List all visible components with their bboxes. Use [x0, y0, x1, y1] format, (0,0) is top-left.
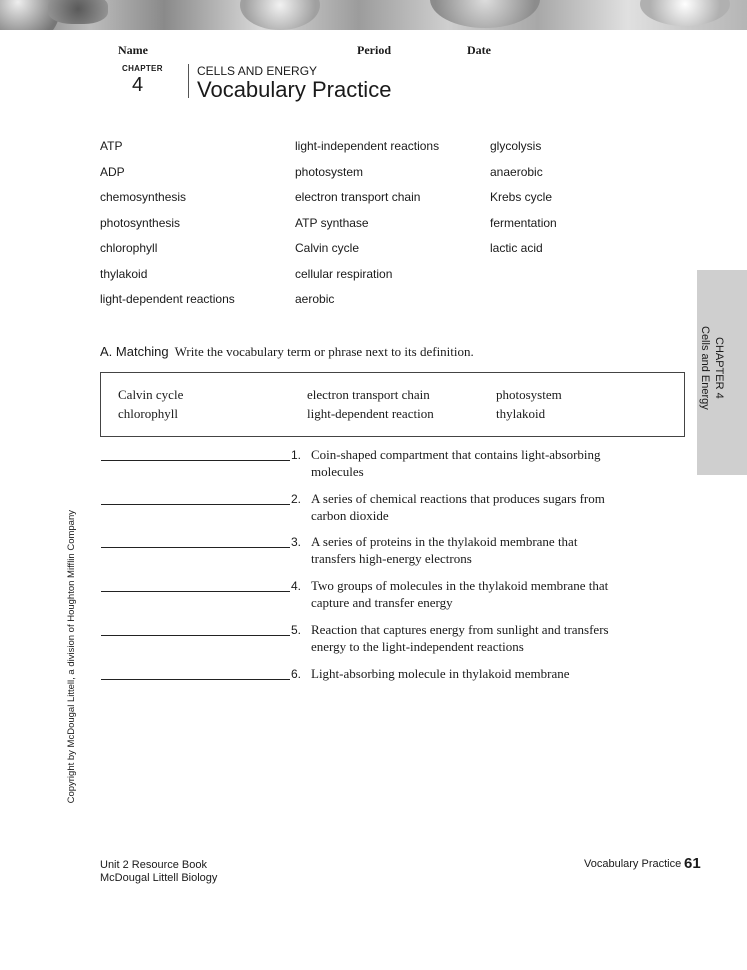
vocab-term: ATP synthase: [295, 216, 369, 230]
word-bank-item: light-dependent reaction: [307, 406, 434, 421]
word-bank-item: electron transport chain: [307, 387, 430, 402]
chapter-label: CHAPTER: [122, 64, 163, 73]
side-tab-label: [698, 326, 726, 410]
footer-book-line1: Unit 2 Resource Book: [100, 859, 207, 871]
question-text: A series of proteins in the thylakoid membrane that transfers high-energy electrons: [311, 534, 578, 566]
question-number: 6.: [291, 667, 302, 681]
answer-blank-6[interactable]: [101, 679, 290, 680]
answer-blank-4[interactable]: [101, 591, 290, 592]
question-number: 4.: [291, 579, 302, 593]
page-title: Vocabulary Practice: [197, 77, 392, 102]
footer-book-info: [100, 859, 217, 885]
question-number: 2.: [291, 492, 302, 506]
vocab-term: thylakoid: [100, 267, 148, 281]
word-bank-item: thylakoid: [496, 406, 546, 421]
side-tab-line1: CHAPTER 4: [713, 337, 725, 399]
question-text: Light-absorbing molecule in thylakoid membrane: [311, 666, 570, 681]
header-banner-photo: [0, 0, 747, 30]
banner-molecule-image: [430, 0, 540, 28]
banner-leaf-image: [48, 0, 108, 24]
vocab-term: ADP: [100, 165, 125, 179]
section-a-label: A. Matching: [100, 344, 169, 359]
word-bank-item: photosystem: [496, 387, 562, 402]
vocab-term: Calvin cycle: [295, 241, 360, 255]
vocab-term: cellular respiration: [295, 267, 393, 281]
vocab-term: fermentation: [490, 216, 557, 230]
question-number: 5.: [291, 623, 302, 637]
section-a-instruction: Write the vocabulary term or phrase next to its definition.: [174, 344, 474, 359]
word-bank-box: [100, 372, 685, 437]
footer-book-line2: McDougal Littell Biology: [100, 872, 218, 884]
section-a-heading: [100, 343, 474, 361]
answer-blank-3[interactable]: [101, 547, 290, 548]
vocab-term: electron transport chain: [295, 190, 421, 204]
vocab-term: light-dependent reactions: [100, 292, 235, 306]
period-label: Period: [357, 43, 391, 57]
side-tab-line2: Cells and Energy: [699, 326, 711, 410]
vocab-term: anaerobic: [490, 165, 543, 179]
question-number: 3.: [291, 535, 302, 549]
answer-blank-2[interactable]: [101, 504, 290, 505]
vocab-term: light-independent reactions: [295, 139, 440, 153]
question-number: 1.: [291, 448, 302, 462]
vocab-term: lactic acid: [490, 241, 543, 255]
question-text: Coin-shaped compartment that contains light-absorbing molecules: [311, 447, 601, 479]
banner-light-spot-2: [640, 0, 730, 26]
chapter-number: 4: [132, 74, 144, 96]
vocab-term: glycolysis: [490, 139, 542, 153]
word-bank-item: chlorophyll: [118, 406, 178, 421]
vocab-term: photosystem: [295, 165, 364, 179]
question-text: Two groups of molecules in the thylakoid membrane that capture and transfer energy: [311, 578, 609, 610]
title-divider: [188, 64, 189, 98]
vocab-term: chlorophyll: [100, 241, 158, 255]
banner-light-spot: [240, 0, 320, 30]
footer-section: Vocabulary Practice: [584, 858, 682, 870]
answer-blank-1[interactable]: [101, 460, 290, 461]
answer-blank-5[interactable]: [101, 635, 290, 636]
name-label: Name: [118, 43, 148, 57]
question-text: Reaction that captures energy from sunlight and transfers energy to the light-independent reactions: [311, 622, 609, 654]
date-label: Date: [467, 43, 491, 57]
vocab-term: Krebs cycle: [490, 190, 553, 204]
copyright-notice: Copyright by McDougal Littell, a division of Houghton Mifflin Company: [66, 510, 77, 804]
vocab-term: ATP: [100, 139, 123, 153]
word-bank-item: Calvin cycle: [118, 387, 184, 402]
vocab-term: chemosynthesis: [100, 190, 187, 204]
vocab-term: aerobic: [295, 292, 335, 306]
page-number: 61: [684, 855, 701, 872]
question-text: A series of chemical reactions that produces sugars from carbon dioxide: [311, 491, 605, 523]
vocab-term: photosynthesis: [100, 216, 181, 230]
chapter-topic: CELLS AND ENERGY: [197, 64, 318, 78]
